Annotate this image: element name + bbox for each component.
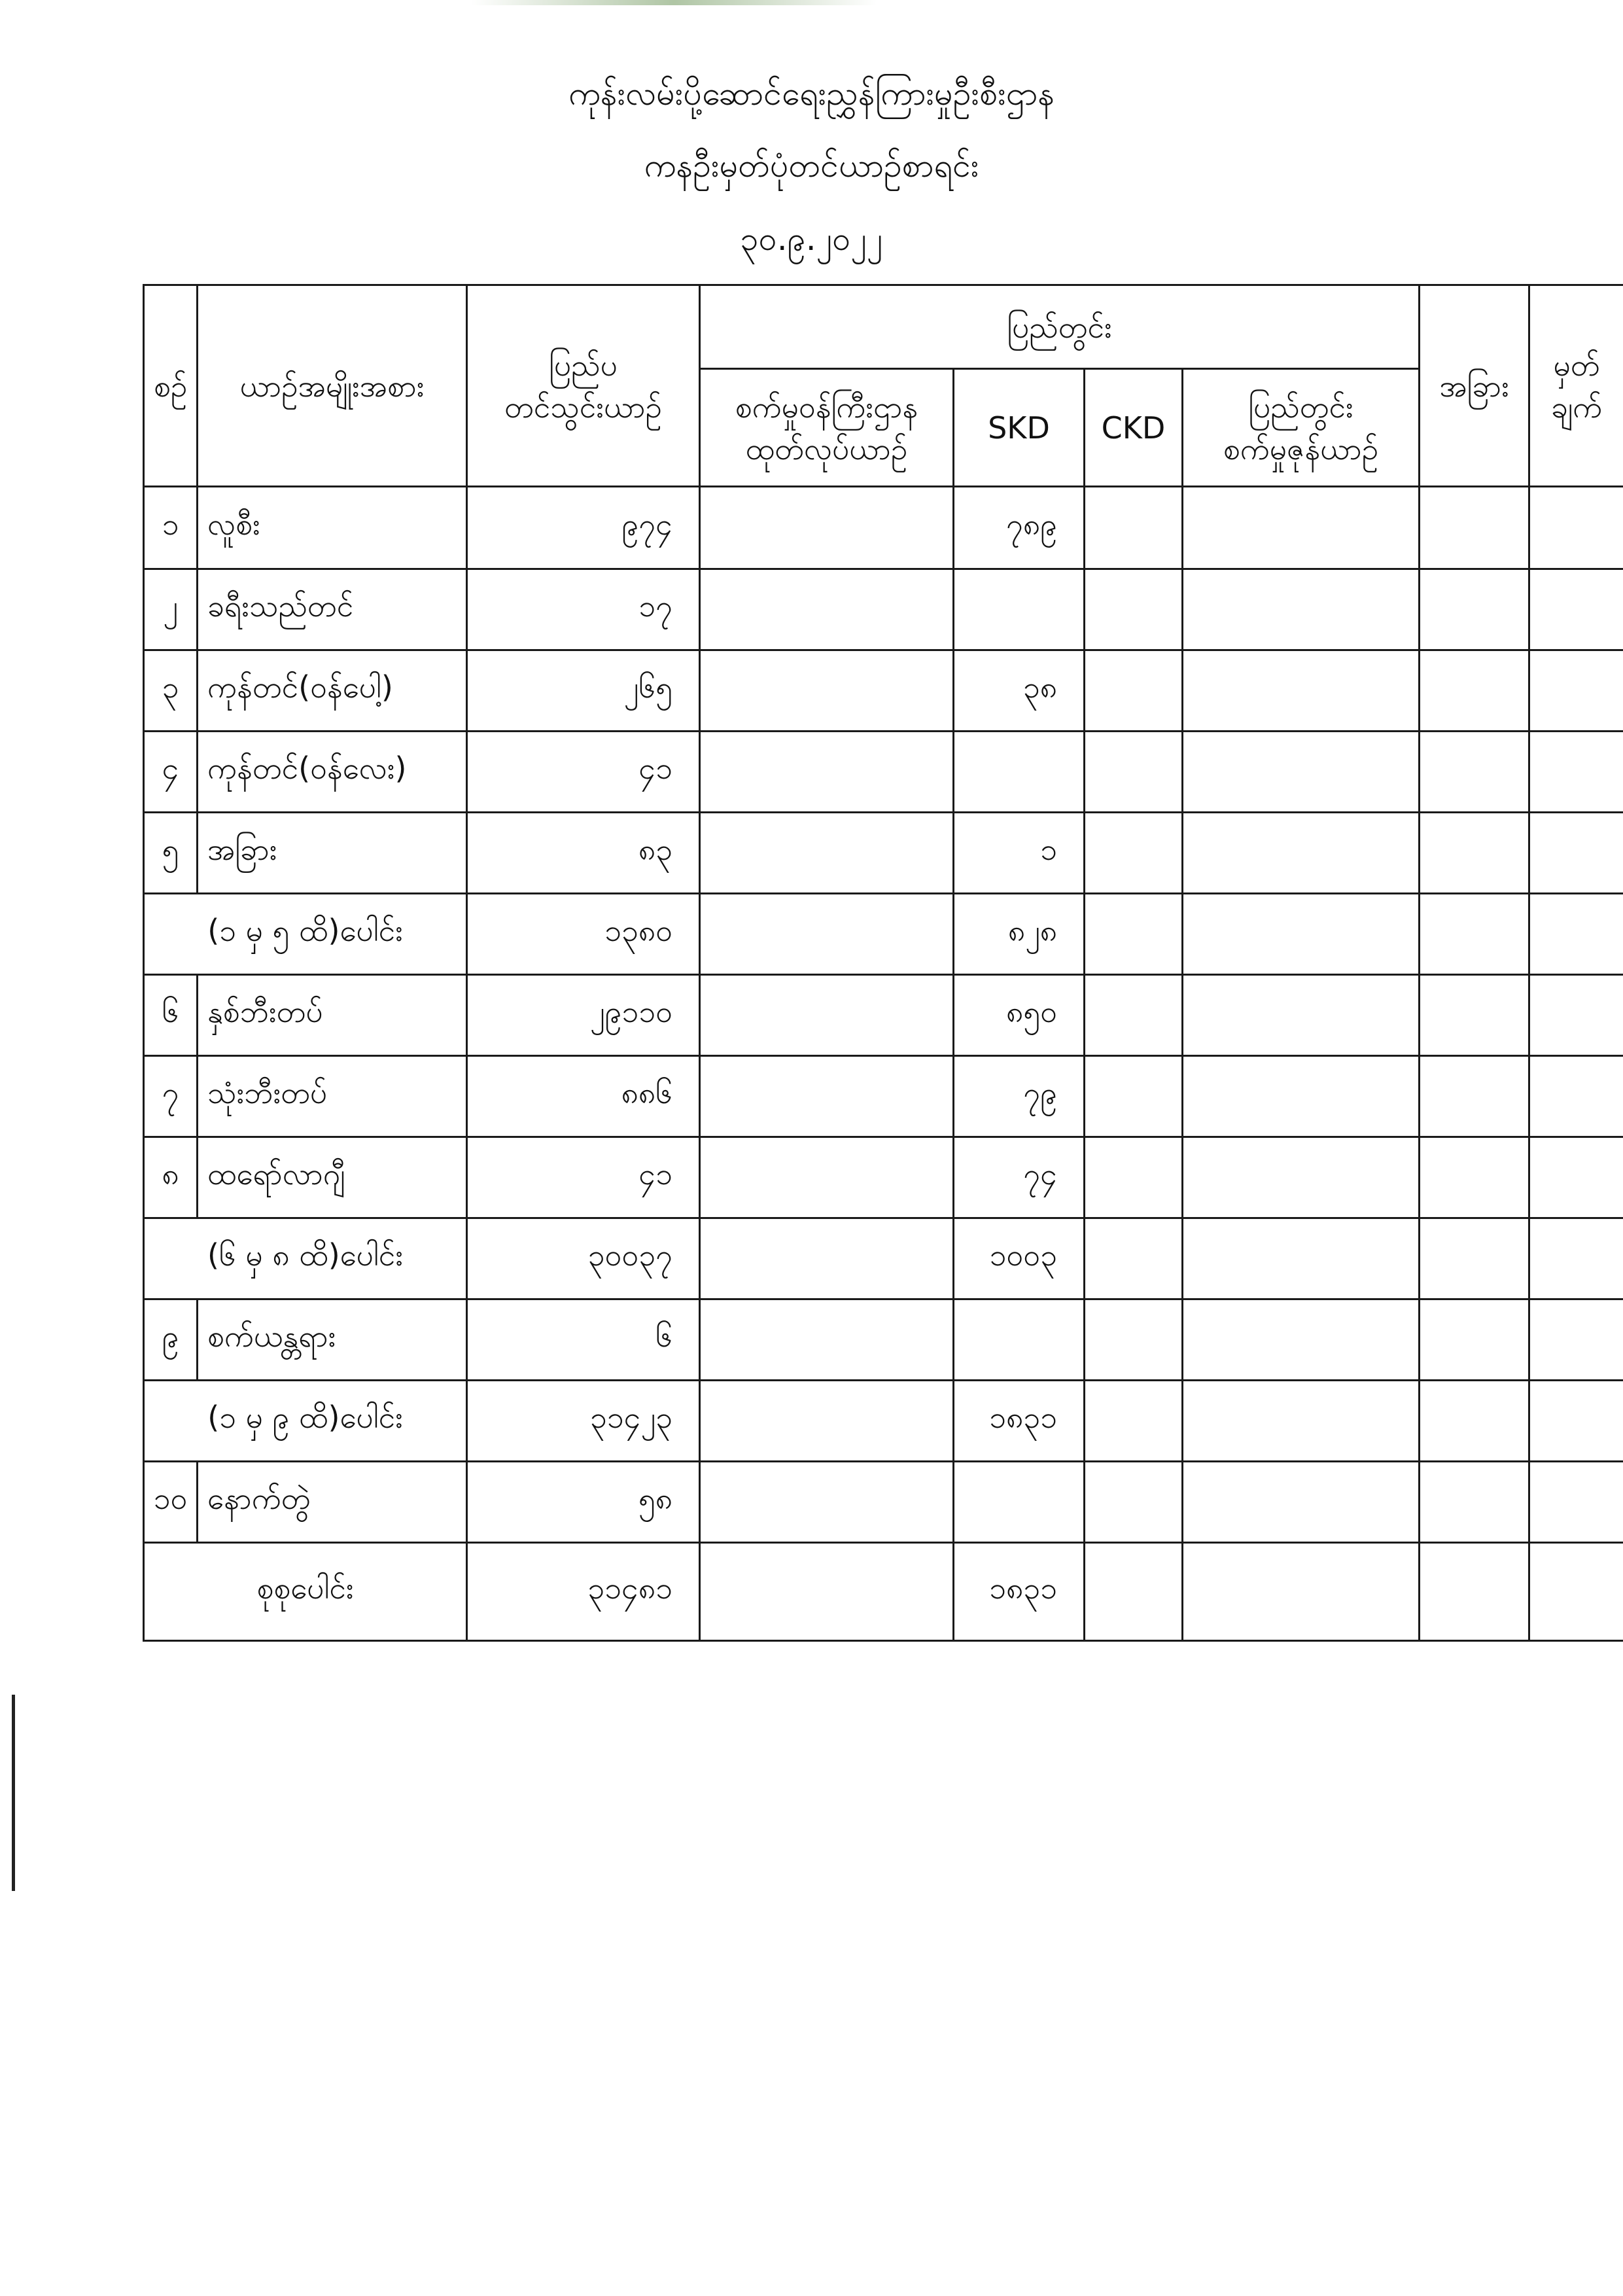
table-row [144, 1462, 1623, 1543]
cell-vehicle-type: လူစီး [198, 487, 467, 569]
cell-subtotal-label: (၁ မှ ၉ ထိ)ပေါင်း [144, 1381, 467, 1462]
cell-other [1420, 487, 1529, 569]
cell-ckd [1085, 732, 1183, 813]
cell-factory [700, 732, 954, 813]
cell-local-zone [1183, 1299, 1420, 1381]
cell-ckd [1085, 650, 1183, 732]
header-imported [467, 285, 700, 487]
header-remark-line2: ချက် [1550, 389, 1603, 425]
table-row [144, 894, 1623, 975]
cell-imported: ၃၁၄၈၁ [467, 1543, 700, 1641]
cell-no: ၆ [144, 975, 198, 1056]
cell-subtotal-label: (၆ မှ ၈ ထိ)ပေါင်း [144, 1218, 467, 1299]
cell-remark [1529, 1543, 1623, 1641]
cell-ckd [1085, 1299, 1183, 1381]
cell-other [1420, 1543, 1529, 1641]
cell-local-zone [1183, 1218, 1420, 1299]
header-imported-line1: ပြည်ပ [549, 347, 618, 383]
cell-factory [700, 1299, 954, 1381]
cell-local-zone [1183, 732, 1420, 813]
table-body [144, 487, 1623, 1641]
cell-ckd [1085, 1381, 1183, 1462]
cell-remark [1529, 1218, 1623, 1299]
header-local-line2: စက်မှုဇုန်ယာဉ် [1223, 431, 1379, 467]
cell-factory [700, 1056, 954, 1137]
cell-no: ၅ [144, 813, 198, 894]
cell-local-zone [1183, 1056, 1420, 1137]
cell-other [1420, 569, 1529, 650]
cell-other [1420, 1218, 1529, 1299]
scan-edge-mark [12, 1695, 15, 1891]
cell-imported: ၁၇ [467, 569, 700, 650]
cell-ckd [1085, 894, 1183, 975]
cell-other [1420, 1462, 1529, 1543]
cell-skd: ၁၈၃၁ [954, 1381, 1085, 1462]
cell-ckd [1085, 569, 1183, 650]
cell-imported: ၃၀၀၃၇ [467, 1218, 700, 1299]
table-row [144, 1299, 1623, 1381]
cell-remark [1529, 569, 1623, 650]
cell-factory [700, 650, 954, 732]
cell-no: ၁ [144, 487, 198, 569]
cell-no: ၁၀ [144, 1462, 198, 1543]
document-date: ၃၀.၉.၂၀၂၂ [740, 220, 883, 258]
cell-local-zone [1183, 650, 1420, 732]
cell-factory [700, 1218, 954, 1299]
cell-skd: ၁၀၀၃ [954, 1218, 1085, 1299]
cell-skd [954, 569, 1085, 650]
cell-remark [1529, 813, 1623, 894]
cell-other [1420, 1137, 1529, 1218]
cell-remark [1529, 1056, 1623, 1137]
table-row [144, 813, 1623, 894]
cell-imported: ၂၉၁၁၀ [467, 975, 700, 1056]
cell-vehicle-type: ခရီးသည်တင် [198, 569, 467, 650]
header-other: အခြား [1420, 285, 1529, 487]
cell-local-zone [1183, 1137, 1420, 1218]
header-factory-line1: စက်မှုဝန်ကြီးဌာန [735, 389, 918, 425]
cell-skd [954, 1462, 1085, 1543]
cell-factory [700, 1137, 954, 1218]
cell-skd: ၈၅၀ [954, 975, 1085, 1056]
cell-vehicle-type: စက်ယန္တရား [198, 1299, 467, 1381]
table-row [144, 1543, 1623, 1641]
cell-vehicle-type: ထရော်လာဂျီ [198, 1137, 467, 1218]
cell-remark [1529, 1462, 1623, 1543]
cell-other [1420, 732, 1529, 813]
cell-imported: ၈၃ [467, 813, 700, 894]
cell-vehicle-type: ကုန်တင်(ဝန်လေး) [198, 732, 467, 813]
cell-imported: ၄၁ [467, 732, 700, 813]
cell-subtotal-label: (၁ မှ ၅ ထိ)ပေါင်း [144, 894, 467, 975]
cell-skd: ၇၈၉ [954, 487, 1085, 569]
table-row [144, 1381, 1623, 1462]
cell-imported: ၅၈ [467, 1462, 700, 1543]
cell-skd [954, 1299, 1085, 1381]
cell-local-zone [1183, 894, 1420, 975]
cell-remark [1529, 894, 1623, 975]
cell-local-zone [1183, 1462, 1420, 1543]
cell-vehicle-type: အခြား [198, 813, 467, 894]
cell-skd [954, 732, 1085, 813]
table-row [144, 1056, 1623, 1137]
header-factory-line2: ထုတ်လုပ်ယာဉ် [745, 431, 908, 467]
cell-remark [1529, 1299, 1623, 1381]
table-row [144, 1137, 1623, 1218]
cell-no: ၃ [144, 650, 198, 732]
cell-skd: ၃၈ [954, 650, 1085, 732]
header-factory [700, 369, 954, 487]
registration-table [143, 284, 1623, 1642]
cell-local-zone [1183, 487, 1420, 569]
cell-vehicle-type: သုံးဘီးတပ် [198, 1056, 467, 1137]
cell-ckd [1085, 487, 1183, 569]
header-vehicle-type: ယာဉ်အမျိုးအစား [198, 285, 467, 487]
cell-factory [700, 975, 954, 1056]
cell-factory [700, 813, 954, 894]
header-imported-line2: တင်သွင်းယာဉ် [504, 389, 663, 425]
cell-ckd [1085, 1218, 1183, 1299]
cell-local-zone [1183, 975, 1420, 1056]
cell-imported: ၆ [467, 1299, 700, 1381]
header-remark-line1: မှတ် [1553, 347, 1600, 383]
table-row [144, 650, 1623, 732]
cell-vehicle-type: ကုန်တင်(ဝန်ပေါ့) [198, 650, 467, 732]
cell-no: ၉ [144, 1299, 198, 1381]
cell-local-zone [1183, 569, 1420, 650]
cell-factory [700, 569, 954, 650]
header-skd: SKD [954, 369, 1085, 487]
cell-no: ၈ [144, 1137, 198, 1218]
cell-factory [700, 1462, 954, 1543]
scan-edge-mark [471, 0, 877, 5]
cell-other [1420, 975, 1529, 1056]
cell-other [1420, 1381, 1529, 1462]
table-row [144, 975, 1623, 1056]
cell-skd: ၇၄ [954, 1137, 1085, 1218]
header-remark [1529, 285, 1623, 487]
cell-other [1420, 1299, 1529, 1381]
cell-factory [700, 1381, 954, 1462]
table-row [144, 732, 1623, 813]
cell-imported: ၉၇၄ [467, 487, 700, 569]
cell-remark [1529, 650, 1623, 732]
cell-other [1420, 813, 1529, 894]
cell-factory [700, 487, 954, 569]
cell-remark [1529, 975, 1623, 1056]
cell-ckd [1085, 1137, 1183, 1218]
cell-remark [1529, 1381, 1623, 1462]
cell-imported: ၃၁၄၂၃ [467, 1381, 700, 1462]
table-row [144, 487, 1623, 569]
cell-imported: ၁၃၈၀ [467, 894, 700, 975]
cell-imported: ၂၆၅ [467, 650, 700, 732]
cell-other [1420, 894, 1529, 975]
cell-subtotal-label: စုစုပေါင်း [144, 1543, 467, 1641]
table-row [144, 569, 1623, 650]
cell-remark [1529, 487, 1623, 569]
cell-skd: ၁၈၃၁ [954, 1543, 1085, 1641]
cell-imported: ၈၈၆ [467, 1056, 700, 1137]
cell-ckd [1085, 1462, 1183, 1543]
cell-skd: ၁ [954, 813, 1085, 894]
cell-vehicle-type: နောက်တွဲ [198, 1462, 467, 1543]
header-domestic: ပြည်တွင်း [700, 285, 1420, 369]
cell-ckd [1085, 975, 1183, 1056]
cell-no: ၂ [144, 569, 198, 650]
cell-skd: ၈၂၈ [954, 894, 1085, 975]
cell-remark [1529, 1137, 1623, 1218]
cell-local-zone [1183, 813, 1420, 894]
cell-vehicle-type: နှစ်ဘီးတပ် [198, 975, 467, 1056]
header-local-line1: ပြည်တွင်း [1248, 389, 1353, 425]
cell-other [1420, 650, 1529, 732]
cell-local-zone [1183, 1543, 1420, 1641]
header-ckd: CKD [1085, 369, 1183, 487]
cell-local-zone [1183, 1381, 1420, 1462]
cell-other [1420, 1056, 1529, 1137]
cell-imported: ၄၁ [467, 1137, 700, 1218]
cell-no: ၄ [144, 732, 198, 813]
cell-factory [700, 894, 954, 975]
cell-factory [700, 1543, 954, 1641]
header-no: စဉ် [144, 285, 198, 487]
cell-no: ၇ [144, 1056, 198, 1137]
header-local-zone [1183, 369, 1420, 487]
document-title: ကနဦးမှတ်ပုံတင်ယာဉ်စာရင်း [644, 147, 979, 185]
cell-ckd [1085, 1056, 1183, 1137]
cell-skd: ၇၉ [954, 1056, 1085, 1137]
cell-remark [1529, 732, 1623, 813]
cell-ckd [1085, 813, 1183, 894]
org-heading: ကုန်းလမ်းပို့ဆောင်ရေးညွှန်ကြားမှုဦးစီးဌာန [568, 75, 1055, 113]
cell-ckd [1085, 1543, 1183, 1641]
table-row [144, 1218, 1623, 1299]
